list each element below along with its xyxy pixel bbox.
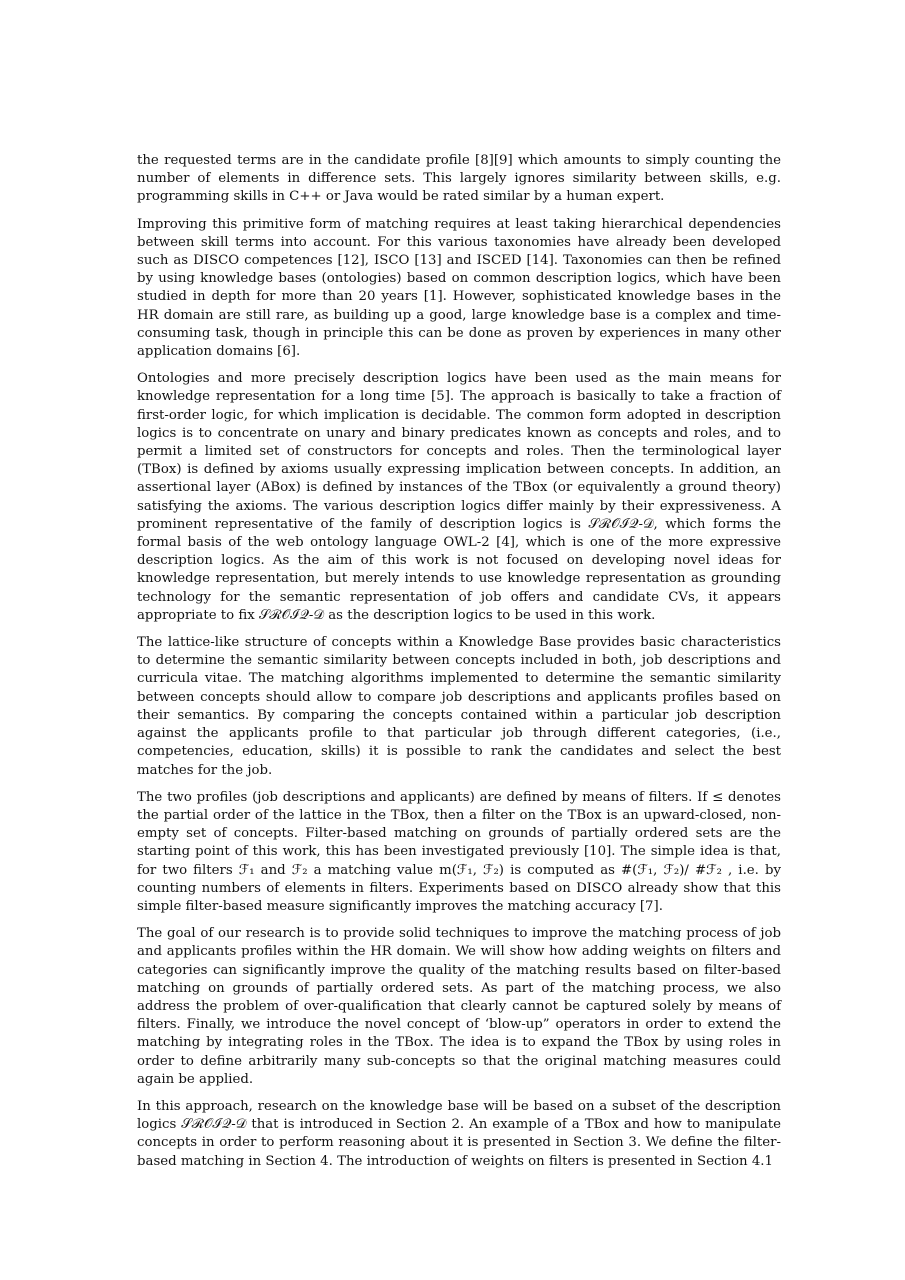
paragraph-1: the requested terms are in the candidate profile [8][9] which amounts to simply counting the number of elements in difference sets. This largely ignores similarity between skills, e.g. programming skills in C++ or Java would be rated similar by a human expert. (137, 153, 781, 205)
paragraph-6: The goal of our research is to provide solid techniques to improve the matching process of job and applicants profiles within the HR domain. We will show how adding weights on filters and categories can significantly improve the quality of the matching results based on filter-based matching on grounds of partially ordered sets. As part of the matching process, we also address the problem of over-qualification that clearly cannot be captured solely by means of filters. Finally, we introduce the novel concept of ‘blow-up” operators in order to extend the matching by integrating roles in the TBox. The idea is to expand the TBox by using roles in order to define arbitrarily many sub-concepts so that the original matching measures could again be applied. (137, 926, 781, 1087)
paragraph-2: Improving this primitive form of matching requires at least taking hierarchical dependencies between skill terms into account. For this various taxonomies have already been developed such as DISCO competences [12], ISCO [13] and ISCED [14]. Taxonomies can then be refined by using knowledge bases (ontologies) based on common description logics, which have been studied in depth for more than 20 years [1]. However, sophisticated knowledge bases in the HR domain are still rare, as building up a good, large knowledge base is a complex and time-consuming task, though in principle this can be done as proven by experiences in many other application domains [6]. (137, 216, 781, 360)
paragraph-3: Ontologies and more precisely description logics have been used as the main means for knowledge representation for a long time [5]. The approach is basically to take a fraction of first-order logic, for which implication is decidable. The common form adopted in description logics is to concentrate on unary and binary predicates known as concepts and roles, and to permit a limited set of constructors for concepts and roles. Then the terminological layer (TBox) is defined by axioms usually expressing implication between concepts. In addition, an assertional layer (ABox) is defined by instances of the TBox (or equivalently a ground theory) satisfying the axioms. The various description logics differ mainly by their expressiveness. A prominent representative of the family of description logics is 𝒮ℛ𝒪ℐ𝒬-𝒟, which forms the formal basis of the web ontology language OWL-2 [4], which is one of the more expressive description logics. As the aim of this work is not focused on developing novel ideas for knowledge representation, but merely intends to use knowledge representation as grounding technology for the semantic representation of job offers and candidate CVs, it appears appropriate to fix 𝒮ℛ𝒪ℐ𝒬-𝒟 as the description logics to be used in this work. (137, 371, 781, 623)
paper-body (137, 152, 781, 1180)
paragraph-4: The lattice-like structure of concepts within a Knowledge Base provides basic characteristics to determine the semantic similarity between concepts included in both, job descriptions and curricula vitae. The matching algorithms implemented to determine the semantic similarity between concepts should allow to compare job descriptions and applicants profiles based on their semantics. By comparing the concepts contained within a particular job description against the applicants profile to that particular job through different categories, (i.e., competencies, education, skills) it is possible to rank the candidates and select the best matches for the job. (137, 635, 781, 778)
paragraph-7: In this approach, research on the knowledge base will be based on a subset of the description logics 𝒮ℛ𝒪ℐ𝒬-𝒟 that is introduced in Section 2. An example of a TBox and how to manipulate concepts in order to perform reasoning about it is presented in Section 3. We define the filter-based matching in Section 4. The introduction of weights on filters is presented in Section 4.1 (137, 1098, 781, 1169)
paragraph-5: The two profiles (job descriptions and applicants) are defined by means of filters. If ≤ denotes the partial order of the lattice in the TBox, then a filter on the TBox is an upward-closed, non-empty set of concepts. Filter-based matching on grounds of partially ordered sets are the starting point of this work, this has been investigated previously [10]. The simple idea is that, for two filters ℱ₁ and ℱ₂ a matching value m(ℱ₁, ℱ₂) is computed as #(ℱ₁, ℱ₂)/ #ℱ₂ , i.e. by counting numbers of elements in filters. Experiments based on DISCO already show that this simple filter-based measure significantly improves the matching accuracy [7]. (137, 789, 781, 914)
